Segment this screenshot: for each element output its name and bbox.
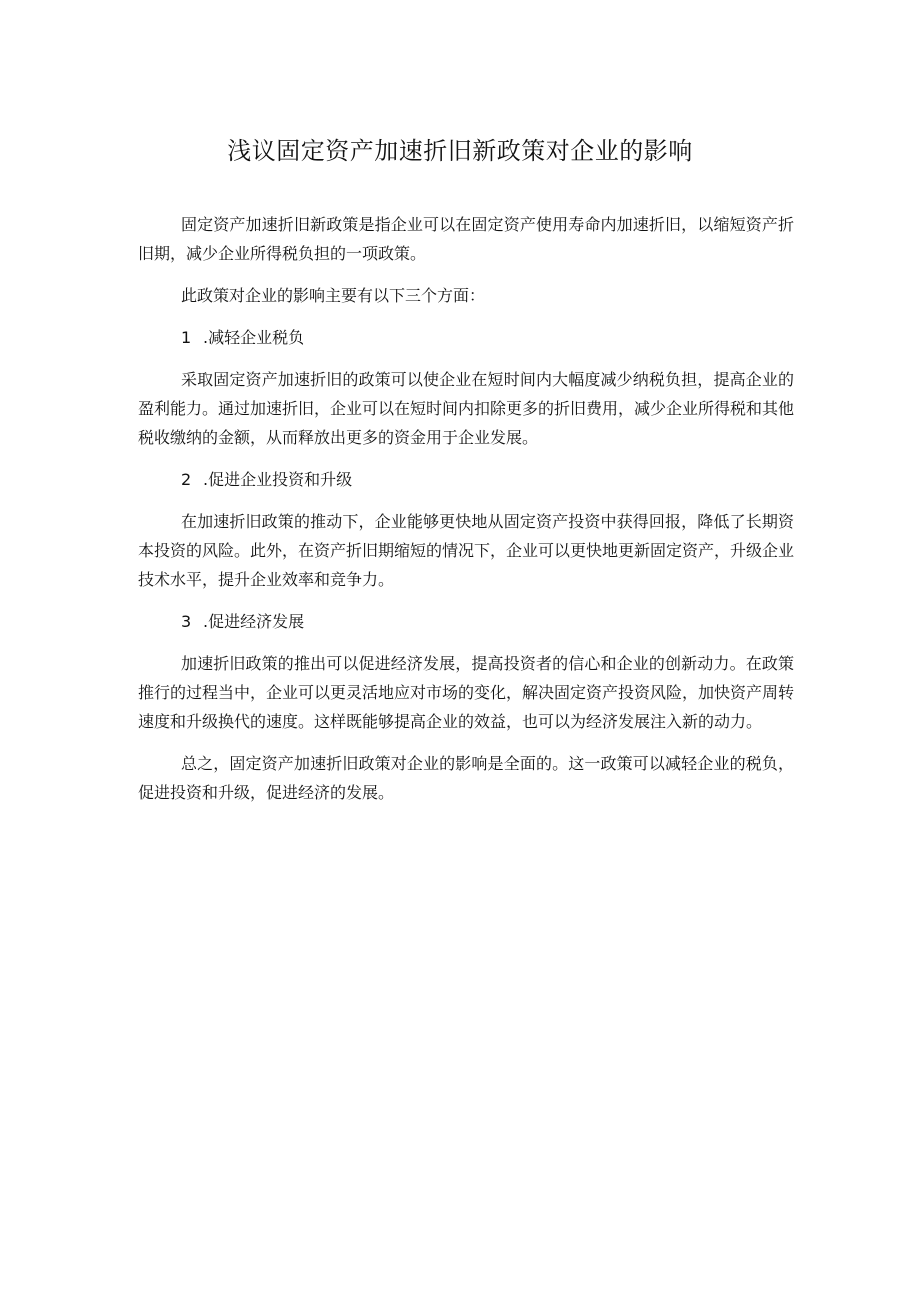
section-heading-2 [138, 465, 794, 494]
page-title: 浅议固定资产加速折旧新政策对企业的影响 [227, 137, 693, 165]
section-number: 3 [181, 612, 192, 631]
section-body-2: 在加速折旧政策的推动下，企业能够更快地从固定资产投资中获得回报，降低了长期资本投资的风险。此外，在资产折旧期缩短的情况下，企业可以更快地更新固定资产，升级企业技术水平，提升企业效率和竞争力。 [138, 512, 795, 589]
section-heading-1 [138, 323, 794, 352]
section-number: 1 [181, 328, 192, 347]
document-body [138, 210, 794, 820]
section-heading-3 [138, 607, 794, 636]
intro-paragraph: 固定资产加速折旧新政策是指企业可以在固定资产使用寿命内加速折旧，以缩短资产折旧期，减少企业所得税负担的一项政策。 [138, 215, 794, 263]
section-heading-text: .促进企业投资和升级 [203, 470, 353, 489]
overview-paragraph: 此政策对企业的影响主要有以下三个方面： [181, 286, 486, 305]
section-heading-text: .减轻企业税负 [203, 328, 305, 347]
section-body-1: 采取固定资产加速折旧的政策可以使企业在短时间内大幅度减少纳税负担，提高企业的盈利能力。通过加速折旧，企业可以在短时间内扣除更多的折旧费用，减少企业所得税和其他税收缴纳的金额，从而释放出更多的资金用于企业发展。 [138, 370, 795, 447]
section-heading-text: .促进经济发展 [203, 612, 305, 631]
section-body-3: 加速折旧政策的推出可以促进经济发展，提高投资者的信心和企业的创新动力。在政策推行的过程当中，企业可以更灵活地应对市场的变化，解决固定资产投资风险，加快资产周转速度和升级换代的速度。这样既能够提高企业的效益，也可以为经济发展注入新的动力。 [138, 654, 795, 731]
section-number: 2 [181, 470, 192, 489]
conclusion-paragraph: 总之，固定资产加速折旧政策对企业的影响是全面的。这一政策可以减轻企业的税负，促进投资和升级，促进经济的发展。 [138, 754, 794, 802]
